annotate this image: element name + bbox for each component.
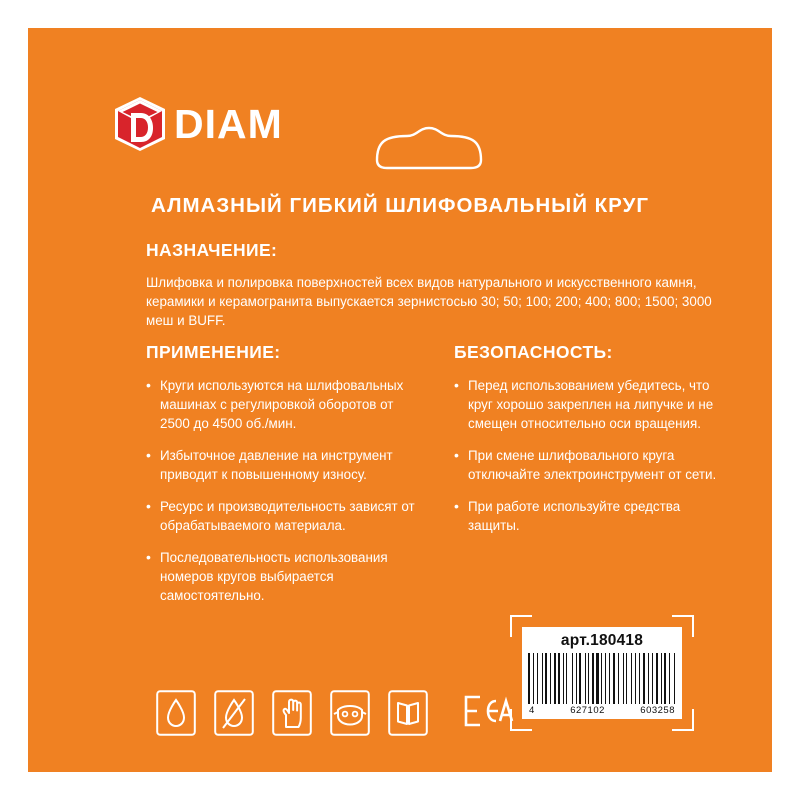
barcode-digit-left: 4 — [529, 705, 535, 716]
crop-mark-top-right — [672, 615, 694, 637]
application-list — [146, 376, 418, 605]
barcode-digits — [528, 704, 676, 716]
barcode-block — [522, 627, 682, 719]
page-title: АЛМАЗНЫЙ ГИБКИЙ ШЛИФОВАЛЬНЫЙ КРУГ — [151, 194, 649, 217]
brand-name: DIAM — [174, 100, 283, 147]
barcode-card — [522, 627, 682, 719]
list-item: • Перед использованием убедитесь, что круг хорошо закреплен на липучке и не смещен относительно оси вращения. — [454, 376, 726, 433]
article-number: арт.180418 — [560, 632, 644, 649]
water-drop-icon — [156, 690, 196, 736]
protective-gloves-icon — [272, 690, 312, 736]
eac-conformity-mark-icon — [460, 691, 514, 736]
safety-list — [454, 376, 726, 535]
crop-mark-bottom-right — [672, 709, 694, 731]
respirator-mask-icon — [330, 690, 370, 736]
list-item: • Круги используются на шлифовальных машинах с регулировкой оборотов от 2500 до 4500 об./мин. — [146, 376, 418, 433]
read-manual-icon — [388, 690, 428, 736]
purpose-text: Шлифовка и полировка поверхностей всех видов натурального и искусственного камня, керамики и керамогранита выпускается зернистосью 30; 50; 100; 200; 400; 800; 1500; 3000 меш и BUFF. — [146, 275, 712, 329]
no-water-drop-icon — [214, 690, 254, 736]
crop-mark-top-left — [510, 615, 532, 637]
list-item: • При работе используйте средства защиты. — [454, 497, 726, 535]
list-item: • Ресурс и производительность зависят от обрабатываемого материала. — [146, 497, 418, 535]
pictogram-row — [156, 690, 514, 736]
application-heading: ПРИМЕНЕНИЕ: — [146, 342, 281, 362]
list-item: • Избыточное давление на инструмент приводит к повышенному износу. — [146, 446, 418, 484]
euro-hang-hole-icon — [373, 126, 485, 170]
safety-heading: БЕЗОПАСНОСТЬ: — [454, 342, 613, 362]
list-item: • Последовательность использования номеров кругов выбирается самостоятельно. — [146, 548, 418, 605]
diam-cube-logo-icon — [114, 96, 166, 152]
section-safety — [454, 342, 726, 618]
package-artwork — [28, 28, 772, 772]
barcode-digit-right: 603258 — [640, 705, 675, 716]
instructions-columns — [146, 342, 726, 618]
purpose-heading: НАЗНАЧЕНИЕ: — [146, 240, 278, 260]
barcode-bars — [528, 653, 676, 704]
section-purpose — [146, 240, 716, 330]
section-application — [146, 342, 418, 618]
brand-logo — [114, 96, 283, 152]
barcode-digit-mid: 627102 — [570, 705, 605, 716]
list-item: • При смене шлифовального круга отключайте электроинструмент от сети. — [454, 446, 726, 484]
